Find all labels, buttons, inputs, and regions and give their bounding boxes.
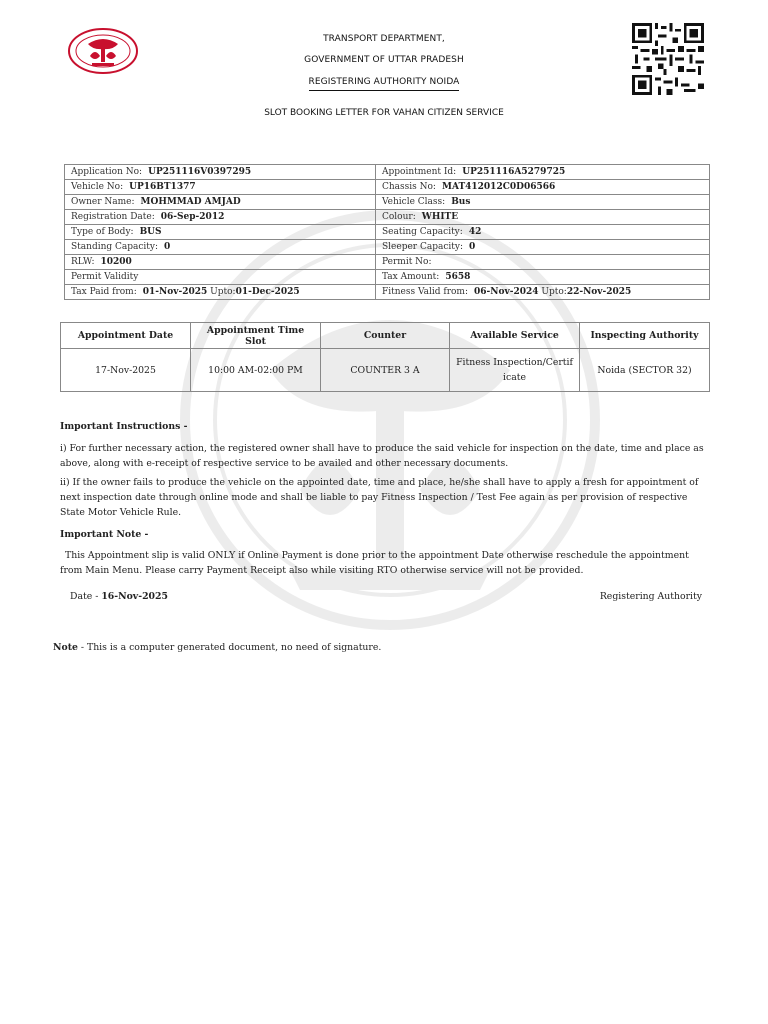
appointment-header-cell: Appointment Date: [61, 323, 191, 349]
instruction-item-1: i) For further necessary action, the registered owner shall have to produce the said vehicle for inspection on the date, time and place as above, along with e-receipt of respective service to be availed and other necessary documents.: [60, 443, 704, 469]
appointment-service-cell: Fitness Inspection/Certificate: [450, 349, 580, 392]
details-row: [65, 195, 710, 210]
details-cell-left: [65, 210, 376, 225]
important-note-text: This Appointment slip is valid ONLY if Online Payment is done prior to the appointment Date otherwise reschedule the appointment from Main Menu. Please carry Payment Receipt also while visiting RTO otherwise service will not be provided.: [60, 550, 689, 576]
tax-from-value: 01-Nov-2025: [142, 287, 208, 297]
field-value: 10200: [100, 257, 132, 267]
field-value: 06-Sep-2012: [160, 212, 225, 222]
details-row: [65, 240, 710, 255]
field-value: WHITE: [421, 212, 459, 222]
letter-subtitle: SLOT BOOKING LETTER FOR VAHAN CITIZEN SERVICE: [264, 108, 504, 118]
details-cell-right: [376, 225, 710, 240]
field-label: Standing Capacity:: [71, 242, 159, 252]
field-label: Appointment Id:: [382, 167, 457, 177]
fitness-valid-label: Fitness Valid from:: [382, 287, 468, 297]
field-value: 42: [468, 227, 482, 237]
field-label: Tax Amount:: [382, 272, 440, 282]
date-label: Date -: [70, 591, 99, 602]
details-row-tax: [65, 285, 710, 300]
details-cell-left: [65, 270, 376, 285]
field-value: MOHMMAD AMJAD: [140, 197, 241, 207]
authority-title-text: REGISTERING AUTHORITY NOIDA: [309, 77, 460, 91]
appointment-authority-cell: Noida (SECTOR 32): [580, 349, 710, 392]
details-cell-right: [376, 240, 710, 255]
appointment-header-cell: Inspecting Authority: [580, 323, 710, 349]
details-row: [65, 255, 710, 270]
up-government-emblem-icon: [66, 26, 140, 76]
qr-code-icon: [632, 23, 704, 95]
details-cell-right: [376, 195, 710, 210]
note-label: Note: [53, 642, 78, 653]
details-cell-left: [65, 180, 376, 195]
tax-paid-cell: [65, 285, 376, 300]
appointment-header-row: [61, 323, 710, 349]
details-cell-left: [65, 165, 376, 180]
details-cell-right: [376, 255, 710, 270]
field-label: Permit Validity: [71, 272, 139, 282]
tax-paid-label: Tax Paid from:: [71, 287, 137, 297]
date-value: 16-Nov-2025: [101, 591, 168, 602]
field-value: MAT412012C0D06566: [441, 182, 556, 192]
footer-note: [53, 642, 381, 653]
appointment-header-cell: Appointment Time Slot: [191, 323, 321, 349]
tax-upto-value: 01-Dec-2025: [235, 287, 300, 297]
field-label: Vehicle No:: [71, 182, 124, 192]
government-title: GOVERNMENT OF UTTAR PRADESH: [304, 55, 464, 65]
field-label: Chassis No:: [382, 182, 436, 192]
field-value: 0: [468, 242, 476, 252]
instruction-item-2: ii) If the owner fails to produce the vehicle on the appointed date, time and place, he/she shall have to apply a fresh for appointment of next inspection date through online mode and shall be liable to pay Fitness Inspection / Test Fee again as per provision of respective State Motor Vehicle Rule.: [60, 477, 699, 518]
department-title: TRANSPORT DEPARTMENT,: [323, 34, 445, 44]
appointment-header-cell: Available Service: [450, 323, 580, 349]
details-cell-left: [65, 240, 376, 255]
appointment-counter-cell: COUNTER 3 A: [321, 349, 450, 392]
details-row: [65, 180, 710, 195]
fitness-valid-cell: [376, 285, 710, 300]
appointment-row: [61, 349, 710, 392]
field-label: Colour:: [382, 212, 416, 222]
authority-title: [234, 77, 534, 91]
field-value: UP251116V0397295: [148, 167, 252, 177]
appointment-table: [60, 322, 710, 392]
upto-label: Upto:: [210, 287, 236, 297]
field-value: UP16BT1377: [129, 182, 196, 192]
important-note-title: Important Note -: [60, 529, 149, 540]
fitness-from-value: 06-Nov-2024: [474, 287, 539, 297]
fitness-upto-value: 22-Nov-2025: [566, 287, 632, 297]
details-cell-right: [376, 210, 710, 225]
appointment-slot-cell: 10:00 AM-02:00 PM: [191, 349, 321, 392]
field-label: Sleeper Capacity:: [382, 242, 463, 252]
field-label: Registration Date:: [71, 212, 155, 222]
field-label: Seating Capacity:: [382, 227, 463, 237]
details-cell-left: [65, 195, 376, 210]
field-label: Owner Name:: [71, 197, 135, 207]
details-row: [65, 270, 710, 285]
field-label: RLW:: [71, 257, 95, 267]
details-row: [65, 210, 710, 225]
details-cell-left: [65, 255, 376, 270]
fitness-upto-label: Upto:: [541, 287, 567, 297]
note-text: - This is a computer generated document, no need of signature.: [80, 642, 382, 653]
field-label: Type of Body:: [71, 227, 134, 237]
field-value: 0: [164, 242, 171, 252]
field-label: Permit No:: [382, 257, 432, 267]
field-label: Application No:: [71, 167, 143, 177]
instructions-title: Important Instructions -: [60, 421, 188, 432]
letter-date: [70, 591, 168, 602]
details-cell-right: [376, 165, 710, 180]
details-row: [65, 225, 710, 240]
appointment-header-cell: Counter: [321, 323, 450, 349]
details-cell-right: [376, 270, 710, 285]
details-cell-left: [65, 225, 376, 240]
registering-authority-label: Registering Authority: [599, 591, 702, 602]
details-row: [65, 165, 710, 180]
vehicle-details-table: [64, 164, 710, 300]
field-label: Vehicle Class:: [382, 197, 446, 207]
details-cell-right: [376, 180, 710, 195]
appointment-date-cell: 17-Nov-2025: [61, 349, 191, 392]
field-value: 5658: [445, 272, 471, 282]
field-value: UP251116A5279725: [462, 167, 566, 177]
field-value: BUS: [139, 227, 162, 237]
field-value: Bus: [451, 197, 471, 207]
